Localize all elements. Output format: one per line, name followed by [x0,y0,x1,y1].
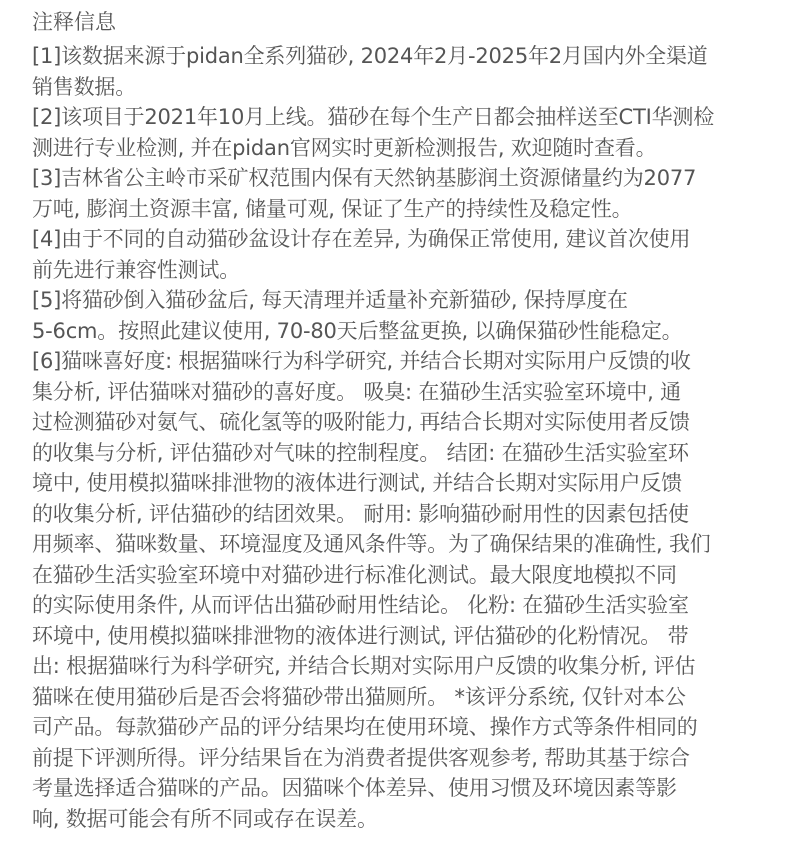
note-line: 测进行专业检测, 并在pidan官网实时更新检测报告, 欢迎随时查看。 [32,135,657,160]
note-line: [4]由于不同的自动猫砂盆设计存在差异, 为确保正常使用, 建议首次使用 [32,227,691,251]
note-line: 前先进行兼容性测试。 [32,257,240,282]
note-line: [6]猫咪喜好度: 根据猫咪行为科学研究, 并结合长期对实际用户反馈的收 [32,349,691,373]
note-line: [5]将猫砂倒入猫砂盆后, 每天清理并适量补充新猫砂, 保持厚度在 [32,288,628,312]
note-line: [3]吉林省公主岭市采矿权范围内保有天然钠基膨润土资源储量约为2077 [32,166,697,190]
note-line: 境中, 使用模拟猫咪排泄物的液体进行测试, 并结合长期对实际用户反馈 [32,471,682,495]
note-line: 万吨, 膨润土资源丰富, 储量可观, 保证了生产的持续性及稳定性。 [32,196,633,221]
note-line: [2]该项目于2021年10月上线。猫砂在每个生产日都会抽样送至CTI华测检 [32,105,714,129]
note-line: 的实际使用条件, 从而评估出猫砂耐用性结论。 化粉: 在猫砂生活实验室 [32,593,689,617]
note-line: 考量选择适合猫咪的产品。因猫咪个体差异、使用习惯及环境因素等影 [32,776,677,800]
note-line: 在猫砂生活实验室环境中对猫砂进行标准化测试。最大限度地模拟不同 [32,562,677,587]
note-line: 响, 数据可能会有所不同或存在误差。 [32,806,378,831]
note-line: 集分析, 评估猫咪对猫砂的喜好度。 吸臭: 在猫砂生活实验室环境中, 通 [32,379,681,404]
note-line: 过检测猫砂对氨气、硫化氢等的吸附能力, 再结合长期对实际使用者反馈 [32,410,690,434]
note-line: 猫咪在使用猫砂后是否会将猫砂带出猫厕所。 *该评分系统, 仅针对本公 [32,684,686,709]
note-line: [1]该数据来源于pidan全系列猫砂, 2024年2月-2025年2月国内外全渠道 [32,44,708,68]
notes-body [32,41,790,834]
notes-title: 注释信息 [32,10,116,34]
note-line: 出: 根据猫咪行为科学研究, 并结合长期对实际用户反馈的收集分析, 评估 [32,654,696,678]
note-line: 5-6cm。按照此建议使用, 70-80天后整盆更换, 以确保猫砂性能稳定。 [32,318,683,343]
note-line: 销售数据。 [32,74,136,99]
note-line: 的收集与分析, 评估猫砂对气味的控制程度。 结团: 在猫砂生活实验室环 [32,440,689,465]
note-line: 前提下评测所得。评分结果旨在为消费者提供客观参考, 帮助其基于综合 [32,745,690,770]
note-line: 环境中, 使用模拟猫咪排泄物的液体进行测试, 评估猫砂的化粉情况。 带 [32,623,689,648]
note-line: 司产品。每款猫砂产品的评分结果均在使用环境、操作方式等条件相同的 [32,715,698,739]
note-line: 的收集分析, 评估猫砂的结团效果。 耐用: 影响猫砂耐用性的因素包括使 [32,501,689,526]
note-line: 用频率、猫咪数量、环境湿度及通风条件等。为了确保结果的准确性, 我们 [32,532,711,556]
